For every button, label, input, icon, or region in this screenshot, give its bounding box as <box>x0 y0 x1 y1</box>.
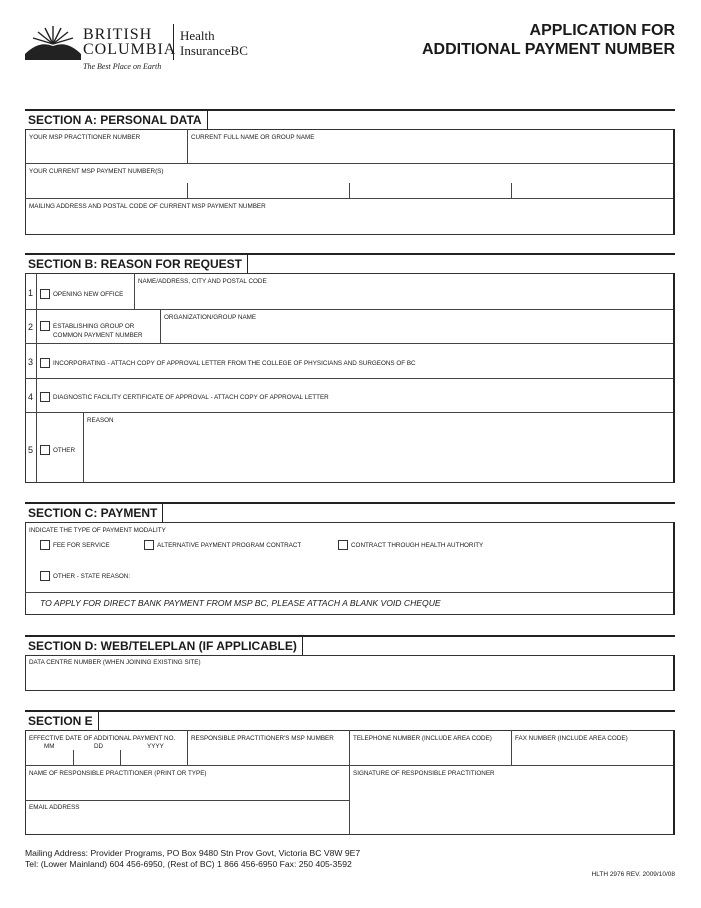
label-signature: SIGNATURE OF RESPONSIBLE PRACTITIONER <box>353 770 495 777</box>
label-common-payment-number: COMMON PAYMENT NUMBER <box>53 332 143 339</box>
current-payment-field-3[interactable] <box>351 178 509 196</box>
form-title-line2: ADDITIONAL PAYMENT NUMBER <box>421 41 675 58</box>
logo-british: BRITISH <box>83 26 153 43</box>
label-current-payment: YOUR CURRENT MSP PAYMENT NUMBER(S) <box>29 168 164 175</box>
logo-tagline: The Best Place on Earth <box>83 62 162 71</box>
practitioner-number-field[interactable] <box>27 143 185 161</box>
current-payment-field-4[interactable] <box>513 178 671 196</box>
checkbox-diagnostic-facility[interactable] <box>40 392 50 402</box>
current-name-field[interactable] <box>189 143 671 161</box>
label-opening-new-office: OPENING NEW OFFICE <box>53 291 124 298</box>
label-telephone-number: TELEPHONE NUMBER (INCLUDE AREA CODE) <box>353 735 492 742</box>
label-organization-group-name: ORGANIZATION/GROUP NAME <box>164 314 257 321</box>
label-mailing-address: MAILING ADDRESS AND POSTAL CODE OF CURRENT MSP PAYMENT NUMBER <box>29 203 266 210</box>
effective-day-field[interactable] <box>75 751 118 764</box>
label-yyyy: YYYY <box>147 743 164 750</box>
label-fax-number: FAX NUMBER (INCLUDE AREA CODE) <box>515 735 628 742</box>
email-address-field[interactable] <box>27 813 347 833</box>
label-practitioner-number: YOUR MSP PRACTITIONER NUMBER <box>29 134 141 141</box>
signature-field[interactable] <box>351 779 671 833</box>
mailing-address-field[interactable] <box>27 212 671 232</box>
label-indicate-payment-modality: INDICATE THE TYPE OF PAYMENT MODALITY <box>29 527 166 534</box>
label-other: OTHER <box>53 447 76 454</box>
row-number-1: 1 <box>28 288 34 298</box>
label-effective-date: EFFECTIVE DATE OF ADDITIONAL PAYMENT NO. <box>29 735 176 742</box>
checkbox-other-state-reason[interactable] <box>40 571 50 581</box>
responsible-practitioner-name-field[interactable] <box>27 779 347 798</box>
logo-columbia: COLUMBIA <box>83 41 177 58</box>
section-d-title: SECTION D: WEB/TELEPLAN (IF APPLICABLE) <box>25 636 303 656</box>
row-number-3: 3 <box>28 357 34 367</box>
fax-number-field[interactable] <box>513 745 671 763</box>
label-reason: REASON <box>87 417 114 424</box>
data-centre-number-field[interactable] <box>27 668 671 688</box>
section-c-title: SECTION C: PAYMENT <box>25 503 163 523</box>
label-dd: DD <box>94 743 104 750</box>
label-responsible-practitioner-name: NAME OF RESPONSIBLE PRACTITIONER (PRINT OR TYPE) <box>29 770 207 777</box>
row-number-4: 4 <box>28 392 34 402</box>
label-email-address: EMAIL ADDRESS <box>29 804 80 811</box>
telephone-number-field[interactable] <box>351 745 509 763</box>
checkbox-establishing-group[interactable] <box>40 321 50 331</box>
section-a-title: SECTION A: PERSONAL DATA <box>25 110 208 130</box>
row-number-5: 5 <box>28 445 34 455</box>
checkbox-incorporating[interactable] <box>40 358 50 368</box>
label-data-centre-number: DATA CENTRE NUMBER (WHEN JOINING EXISTING SITE) <box>29 659 201 666</box>
current-payment-field-1[interactable] <box>27 178 185 196</box>
label-other-state-reason: OTHER - STATE REASON: <box>53 573 131 580</box>
section-b-title: SECTION B: REASON FOR REQUEST <box>25 254 248 274</box>
organization-group-field[interactable] <box>162 323 671 341</box>
label-incorporating: INCORPORATING - ATTACH COPY OF APPROVAL LETTER FROM THE COLLEGE OF PHYSICIANS AND SURGEONS OF BC <box>53 360 416 367</box>
bc-logo <box>25 24 265 76</box>
form-title-line1: APPLICATION FOR <box>529 22 675 39</box>
logo-health: Health <box>180 28 215 43</box>
logo-insurancebc: InsuranceBC <box>180 43 248 58</box>
label-current-name: CURRENT FULL NAME OR GROUP NAME <box>191 134 315 141</box>
label-name-address: NAME/ADDRESS, CITY AND POSTAL CODE <box>138 278 267 285</box>
checkbox-opening-new-office[interactable] <box>40 289 50 299</box>
responsible-msp-number-field[interactable] <box>189 745 347 763</box>
section-e-title: SECTION E <box>25 711 99 731</box>
footer-phone-fax: Tel: (Lower Mainland) 604 456-6950, (Rest of BC) 1 866 456-6950 Fax: 250 405-3592 <box>25 859 352 869</box>
sun-mountain-logo-icon <box>25 24 81 60</box>
checkbox-other-reason[interactable] <box>40 445 50 455</box>
other-reason-field[interactable] <box>140 568 670 586</box>
label-mm: MM <box>44 743 55 750</box>
bank-payment-note: TO APPLY FOR DIRECT BANK PAYMENT FROM MSP BC, PLEASE ATTACH A BLANK VOID CHEQUE <box>40 598 441 608</box>
checkbox-fee-for-service[interactable] <box>40 540 50 550</box>
footer-mailing-address: Mailing Address: Provider Programs, PO Box 9480 Stn Prov Govt, Victoria BC V8W 9E7 <box>25 848 361 858</box>
label-responsible-msp-number: RESPONSIBLE PRACTITIONER'S MSP NUMBER <box>191 735 334 742</box>
label-fee-for-service: FEE FOR SERVICE <box>53 542 110 549</box>
checkbox-alternative-payment[interactable] <box>144 540 154 550</box>
label-contract-health-authority: CONTRACT THROUGH HEALTH AUTHORITY <box>351 542 484 549</box>
reason-field[interactable] <box>85 426 671 480</box>
effective-year-field[interactable] <box>122 751 185 764</box>
label-establishing-group: ESTABLISHING GROUP OR <box>53 323 135 330</box>
row-number-2: 2 <box>28 322 34 332</box>
current-payment-field-2[interactable] <box>189 178 347 196</box>
name-address-field[interactable] <box>136 287 671 307</box>
effective-month-field[interactable] <box>27 751 71 764</box>
label-alternative-payment: ALTERNATIVE PAYMENT PROGRAM CONTRACT <box>157 542 302 549</box>
form-id: HLTH 2976 REV. 2009/10/08 <box>591 871 675 878</box>
label-diagnostic-facility: DIAGNOSTIC FACILITY CERTIFICATE OF APPROVAL - ATTACH COPY OF APPROVAL LETTER <box>53 394 329 401</box>
checkbox-contract-health-authority[interactable] <box>338 540 348 550</box>
